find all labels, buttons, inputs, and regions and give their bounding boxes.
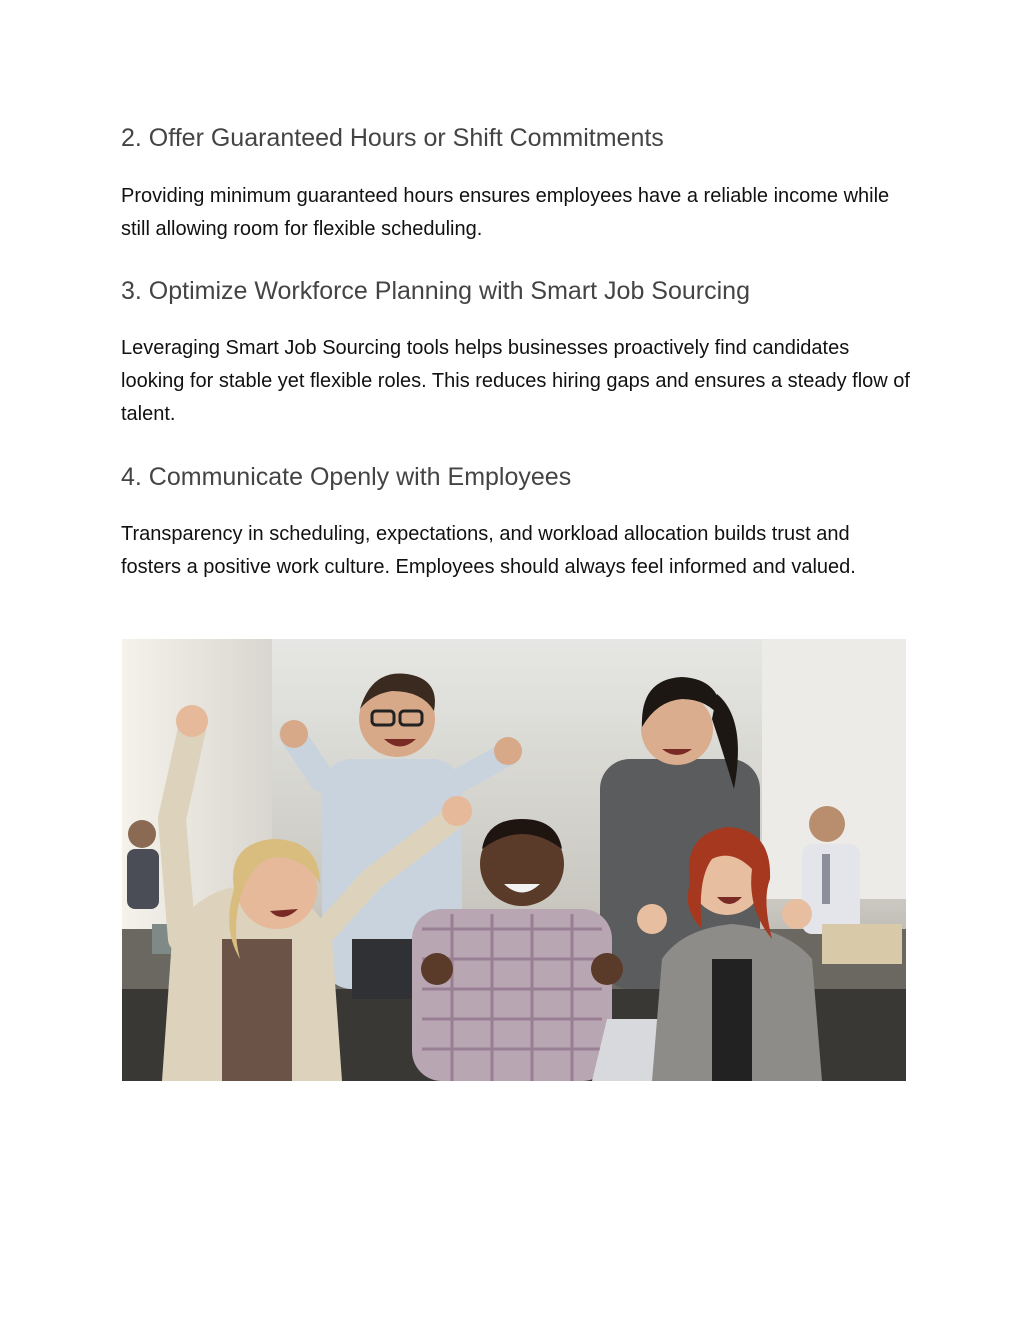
section-heading-guaranteed-hours: 2. Offer Guaranteed Hours or Shift Commitments (121, 124, 664, 152)
section-heading-communicate-openly: 4. Communicate Openly with Employees (121, 463, 572, 491)
section-heading-workforce-planning: 3. Optimize Workforce Planning with Smart Job Sourcing (121, 277, 750, 305)
celebrating-team-photo (122, 639, 906, 1081)
section-body-workforce-planning: Leveraging Smart Job Sourcing tools helps businesses proactively find candidates looking for stable yet flexible roles. This reduces hiring gaps and ensures a steady flow of talent. (121, 337, 910, 425)
section-body-communicate-openly: Transparency in scheduling, expectations, and workload allocation builds trust and fosters a positive work culture. Employees should always feel informed and valued. (121, 523, 856, 578)
section-body-guaranteed-hours: Providing minimum guaranteed hours ensures employees have a reliable income while still allowing room for flexible scheduling. (121, 185, 890, 240)
